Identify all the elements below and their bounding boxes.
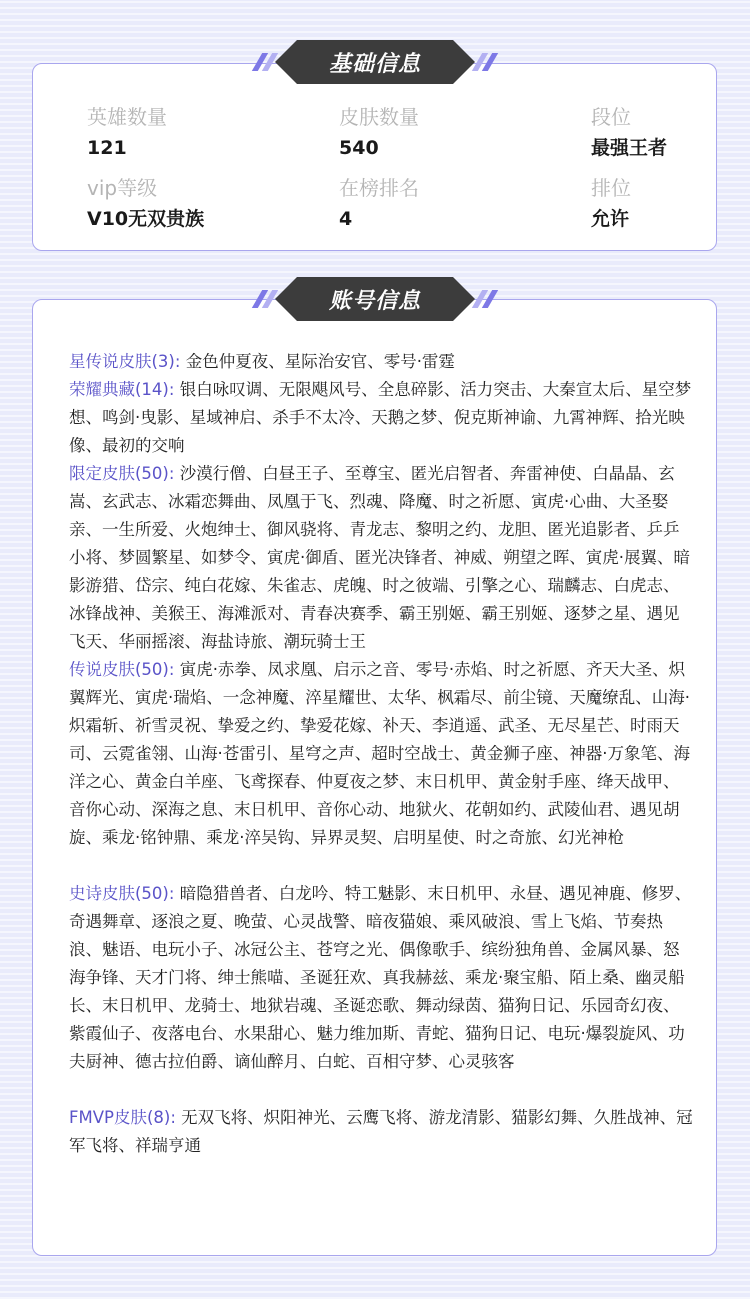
account-info-title-badge: [275, 277, 475, 321]
rank-field: [591, 104, 667, 161]
limited-label: 限定皮肤(50):: [69, 464, 180, 483]
ranking-label: 排位: [591, 176, 631, 200]
leaderboard-field: [339, 175, 419, 232]
decor-stripes-left: [257, 290, 273, 308]
limited-skins: [69, 460, 693, 656]
decor-stripes-left: [257, 53, 273, 71]
basic-info-title: 基础信息: [328, 51, 421, 77]
hero-count-field: [87, 104, 167, 161]
rank-label: 段位: [591, 105, 631, 129]
decor-stripes-right: [477, 290, 493, 308]
vip-label: vip等级: [87, 176, 158, 200]
spacer: [69, 1076, 693, 1104]
basic-info-title-badge: [275, 40, 475, 84]
epic-list: 暗隐猎兽者、白龙吟、特工魅影、末日机甲、永昼、遇见神鹿、修罗、奇遇舞章、逐浪之夏、晚萤、心灵战警、暗夜猫娘、乘风破浪、雪上飞焰、节奏热浪、魅语、电玩小子、冰冠公主、苍穹之光、偶像歌手、缤纷独角兽、金属风暴、怒海争锋、天才门将、绅士熊喵、圣诞狂欢、真我赫兹、乘龙·聚宝船、陌上桑、幽灵船长、末日机甲、龙骑士、地狱岩魂、圣诞恋歌、舞动绿茵、猫狗日记、乐园奇幻夜、紫霞仙子、夜落电台、水果甜心、魅力维加斯、青蛇、猫狗日记、电玩·爆裂旋风、功夫厨神、德古拉伯爵、谪仙醉月、白蛇、百相守梦、心灵骇客: [69, 884, 692, 1071]
legend-skins: [69, 656, 693, 852]
skin-count-field: [339, 104, 419, 161]
star-legend-skins: [69, 348, 693, 376]
account-info-card: [32, 299, 717, 1256]
ranking-value: 允许: [591, 208, 630, 230]
rank-value: 最强王者: [591, 137, 668, 159]
skin-list: [69, 348, 693, 1160]
hero-count-value: 121: [87, 137, 127, 159]
limited-list: 沙漠行僧、白昼王子、至尊宝、匿光启智者、奔雷神使、白晶晶、玄嵩、玄武志、冰霜恋舞曲、凤凰于飞、烈魂、降魔、时之祈愿、寅虎·心曲、大圣娶亲、一生所爱、火炮绅士、御风骁将、青龙志、黎明之约、龙胆、匿光追影者、乒乒小将、梦圆繁星、如梦令、寅虎·御盾、匿光决锋者、神威、朔望之晖、寅虎·展翼、暗影游猎、岱宗、纯白花嫁、朱雀志、虎魄、时之彼端、引擎之心、瑞麟志、白虎志、冰锋战神、美猴王、海滩派对、青春决赛季、霸王别姬、霸王别姬、逐梦之星、遇见飞天、华丽摇滚、海盐诗旅、潮玩骑士王: [69, 464, 690, 651]
skin-count-value: 540: [339, 137, 379, 159]
vip-field: [87, 175, 204, 232]
star-legend-label: 星传说皮肤(3):: [69, 352, 186, 371]
spacer: [69, 852, 693, 880]
glory-collection-list: 银白咏叹调、无限飓风号、全息碎影、活力突击、大秦宣太后、星空梦想、鸣剑·曳影、星域神启、杀手不太冷、天鹅之梦、倪克斯神谕、九霄神辉、拾光映像、最初的交响: [69, 380, 692, 455]
fmvp-skins: [69, 1104, 693, 1160]
account-info-header: [255, 276, 495, 322]
star-legend-list: 金色仲夏夜、星际治安官、零号·雷霆: [185, 352, 455, 371]
decor-stripes-right: [477, 53, 493, 71]
account-info-title: 账号信息: [328, 288, 421, 314]
leaderboard-label: 在榜排名: [339, 176, 419, 200]
skin-count-label: 皮肤数量: [339, 105, 419, 129]
hero-count-label: 英雄数量: [87, 105, 167, 129]
basic-info-header: [255, 39, 495, 85]
legend-list: 寅虎·赤拳、凤求凰、启示之音、零号·赤焰、时之祈愿、齐天大圣、炽翼辉光、寅虎·瑞焰、一念神魔、淬星耀世、太华、枫霜尽、前尘镜、天魔缭乱、山海·炽霜斩、祈雪灵祝、挚爱之约、挚爱花嫁、补天、李逍遥、武圣、无尽星芒、时雨天司、云霓雀翎、山海·苍雷引、星穹之声、超时空战士、黄金狮子座、神器·万象笔、海洋之心、黄金白羊座、飞鸢探春、仲夏夜之梦、末日机甲、黄金射手座、绛天战甲、音你心动、深海之息、末日机甲、音你心动、地狱火、花朝如约、武陵仙君、遇见胡旋、乘龙·铭钟鼎、乘龙·淬吴钩、异界灵契、启明星使、时之奇旅、幻光神枪: [69, 660, 690, 847]
ranking-field: [591, 175, 631, 232]
legend-label: 传说皮肤(50):: [69, 660, 180, 679]
epic-label: 史诗皮肤(50):: [69, 884, 180, 903]
glory-collection-label: 荣耀典藏(14):: [69, 380, 180, 399]
epic-skins: [69, 880, 693, 1076]
vip-value: V10无双贵族: [87, 208, 205, 230]
fmvp-label: FMVP皮肤(8):: [69, 1108, 182, 1127]
leaderboard-value: 4: [339, 208, 353, 230]
basic-info-card: [32, 63, 717, 251]
fmvp-list: 无双飞将、炽阳神光、云鹰飞将、游龙清影、猫影幻舞、久胜战神、冠军飞将、祥瑞亨通: [69, 1108, 693, 1155]
glory-collection-skins: [69, 376, 693, 460]
